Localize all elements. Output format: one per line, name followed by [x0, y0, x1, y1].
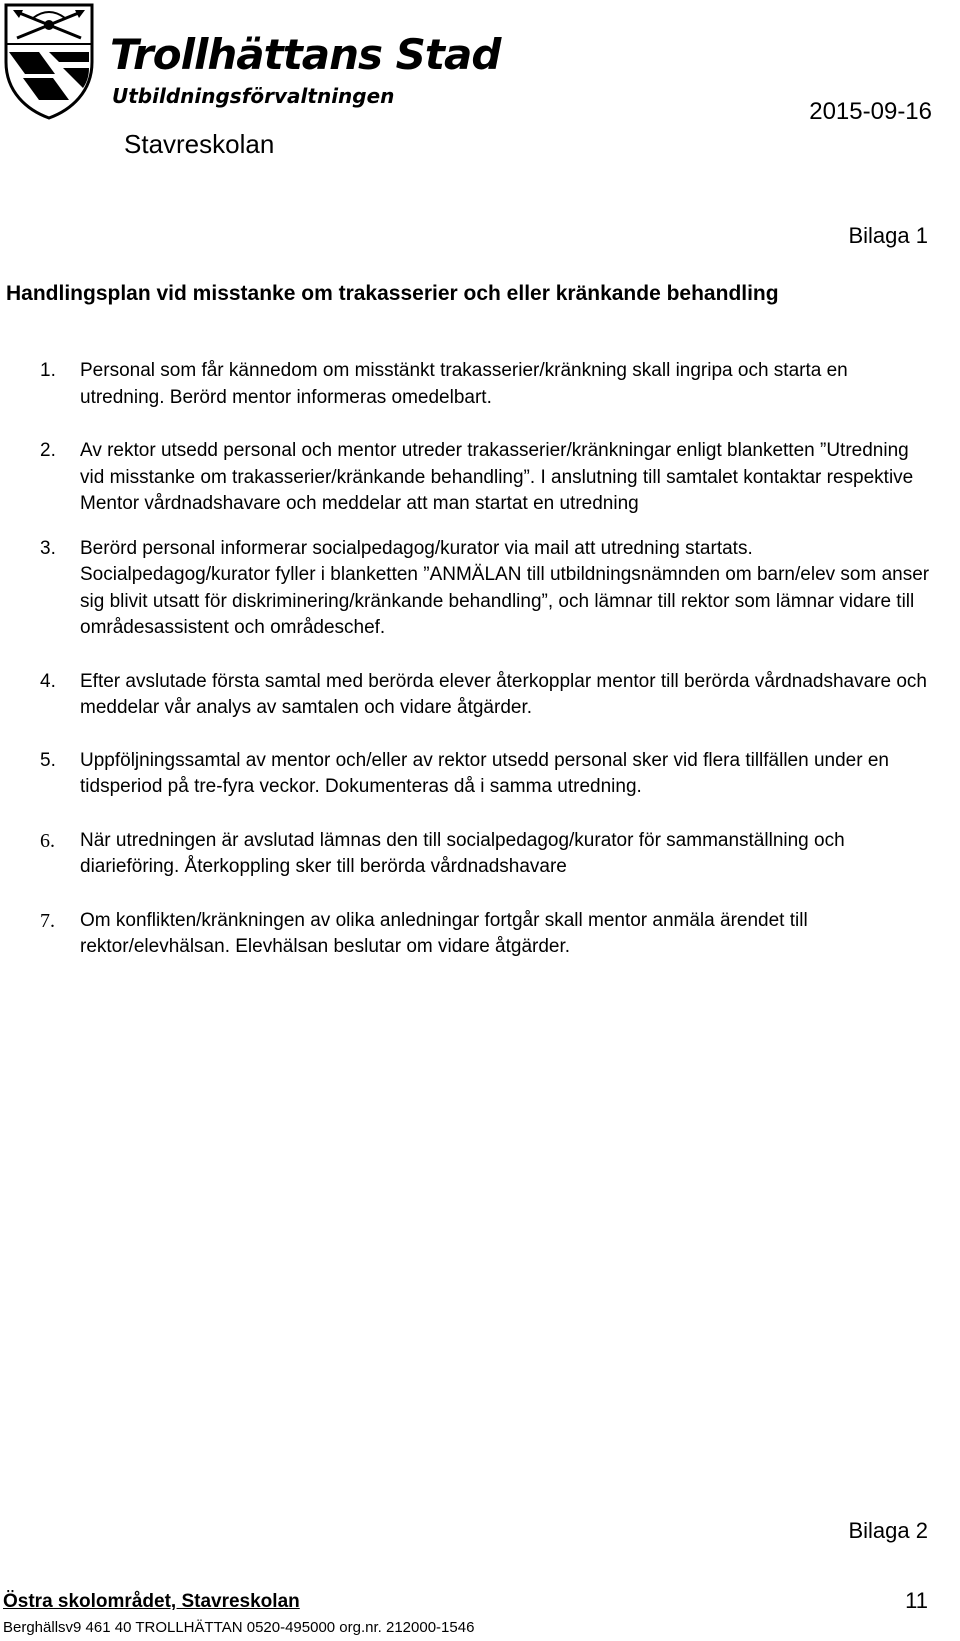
step-3	[0, 536, 960, 642]
step-5	[0, 748, 960, 801]
step-1	[0, 358, 960, 411]
school-name: Stavreskolan	[124, 129, 275, 159]
action-plan-steps	[0, 358, 960, 987]
step-text: Av rektor utsedd personal och mentor utreder trakasserier/kränkningar enligt blanketten ”Utredning vid misstanke om trakasserier/kränkande behandling”. I anslutning till samtalet kontaktar respektive Mentor vårdnadshavare och meddelar att man startat en utredning	[80, 440, 914, 514]
appendix-label: Bilaga 1	[848, 223, 928, 248]
step-number: 4.	[40, 670, 56, 692]
step-2	[0, 438, 960, 518]
footer-address: Berghällsv9 461 40 TROLLHÄTTAN 0520-495000 org.nr. 212000-1546	[3, 1619, 475, 1636]
step-text: Personal som får kännedom om misstänkt trakasserier/kränkning skall ingripa och starta en utredning. Berörd mentor informeras omedelbart.	[80, 360, 848, 408]
step-4	[0, 669, 960, 722]
step-number: 7.	[40, 909, 55, 932]
step-text: Om konflikten/kränkningen av olika anledningar fortgår skall mentor anmäla ärendet till rektor/elevhälsan. Elevhälsan beslutar om vidare åtgärder.	[80, 909, 808, 957]
step-number: 2.	[40, 440, 56, 461]
step-number: 3.	[40, 537, 56, 559]
step-text: Berörd personal informerar socialpedagog/kurator via mail att utredning startats. Socialpedagog/kurator fyller i blanketten ”ANMÄLAN till utbildningsnämnden om barn/elev som anser sig blivit utsatt för diskriminering/kränkande behandling”, och lämnar till rektor som lämnar vidare till områdesassistent och områdeschef.	[80, 537, 930, 638]
step-number: 1.	[40, 360, 56, 381]
step-7	[0, 908, 960, 961]
step-number: 6.	[40, 829, 55, 852]
step-number: 5.	[40, 749, 56, 771]
step-text: Uppföljningssamtal av mentor och/eller av rektor utsedd personal sker vid flera tillfällen under en tidsperiod på tre-fyra veckor. Dokumenteras då i samma utredning.	[80, 749, 889, 797]
step-text: När utredningen är avslutad lämnas den till socialpedagog/kurator för sammanställning och diarieföring. Återkoppling sker till berörda vårdnadshavare	[80, 829, 845, 877]
step-6	[0, 828, 960, 881]
document-date: 2015-09-16	[809, 98, 932, 125]
page-number: 11	[905, 1588, 928, 1613]
coat-of-arms-icon	[3, 2, 95, 120]
footer-organization: Östra skolområdet, Stavreskolan	[3, 1591, 300, 1612]
organization-name: Trollhättans Stad	[110, 30, 501, 79]
department-name: Utbildningsförvaltningen	[112, 84, 395, 108]
next-appendix-label: Bilaga 2	[848, 1518, 928, 1543]
step-text: Efter avslutade första samtal med berörda elever återkopplar mentor till berörda vårdnadshavare och meddelar vår analys av samtalen och vidare åtgärder.	[80, 670, 927, 718]
page-title: Handlingsplan vid misstanke om trakasserier och eller kränkande behandling	[6, 282, 779, 305]
